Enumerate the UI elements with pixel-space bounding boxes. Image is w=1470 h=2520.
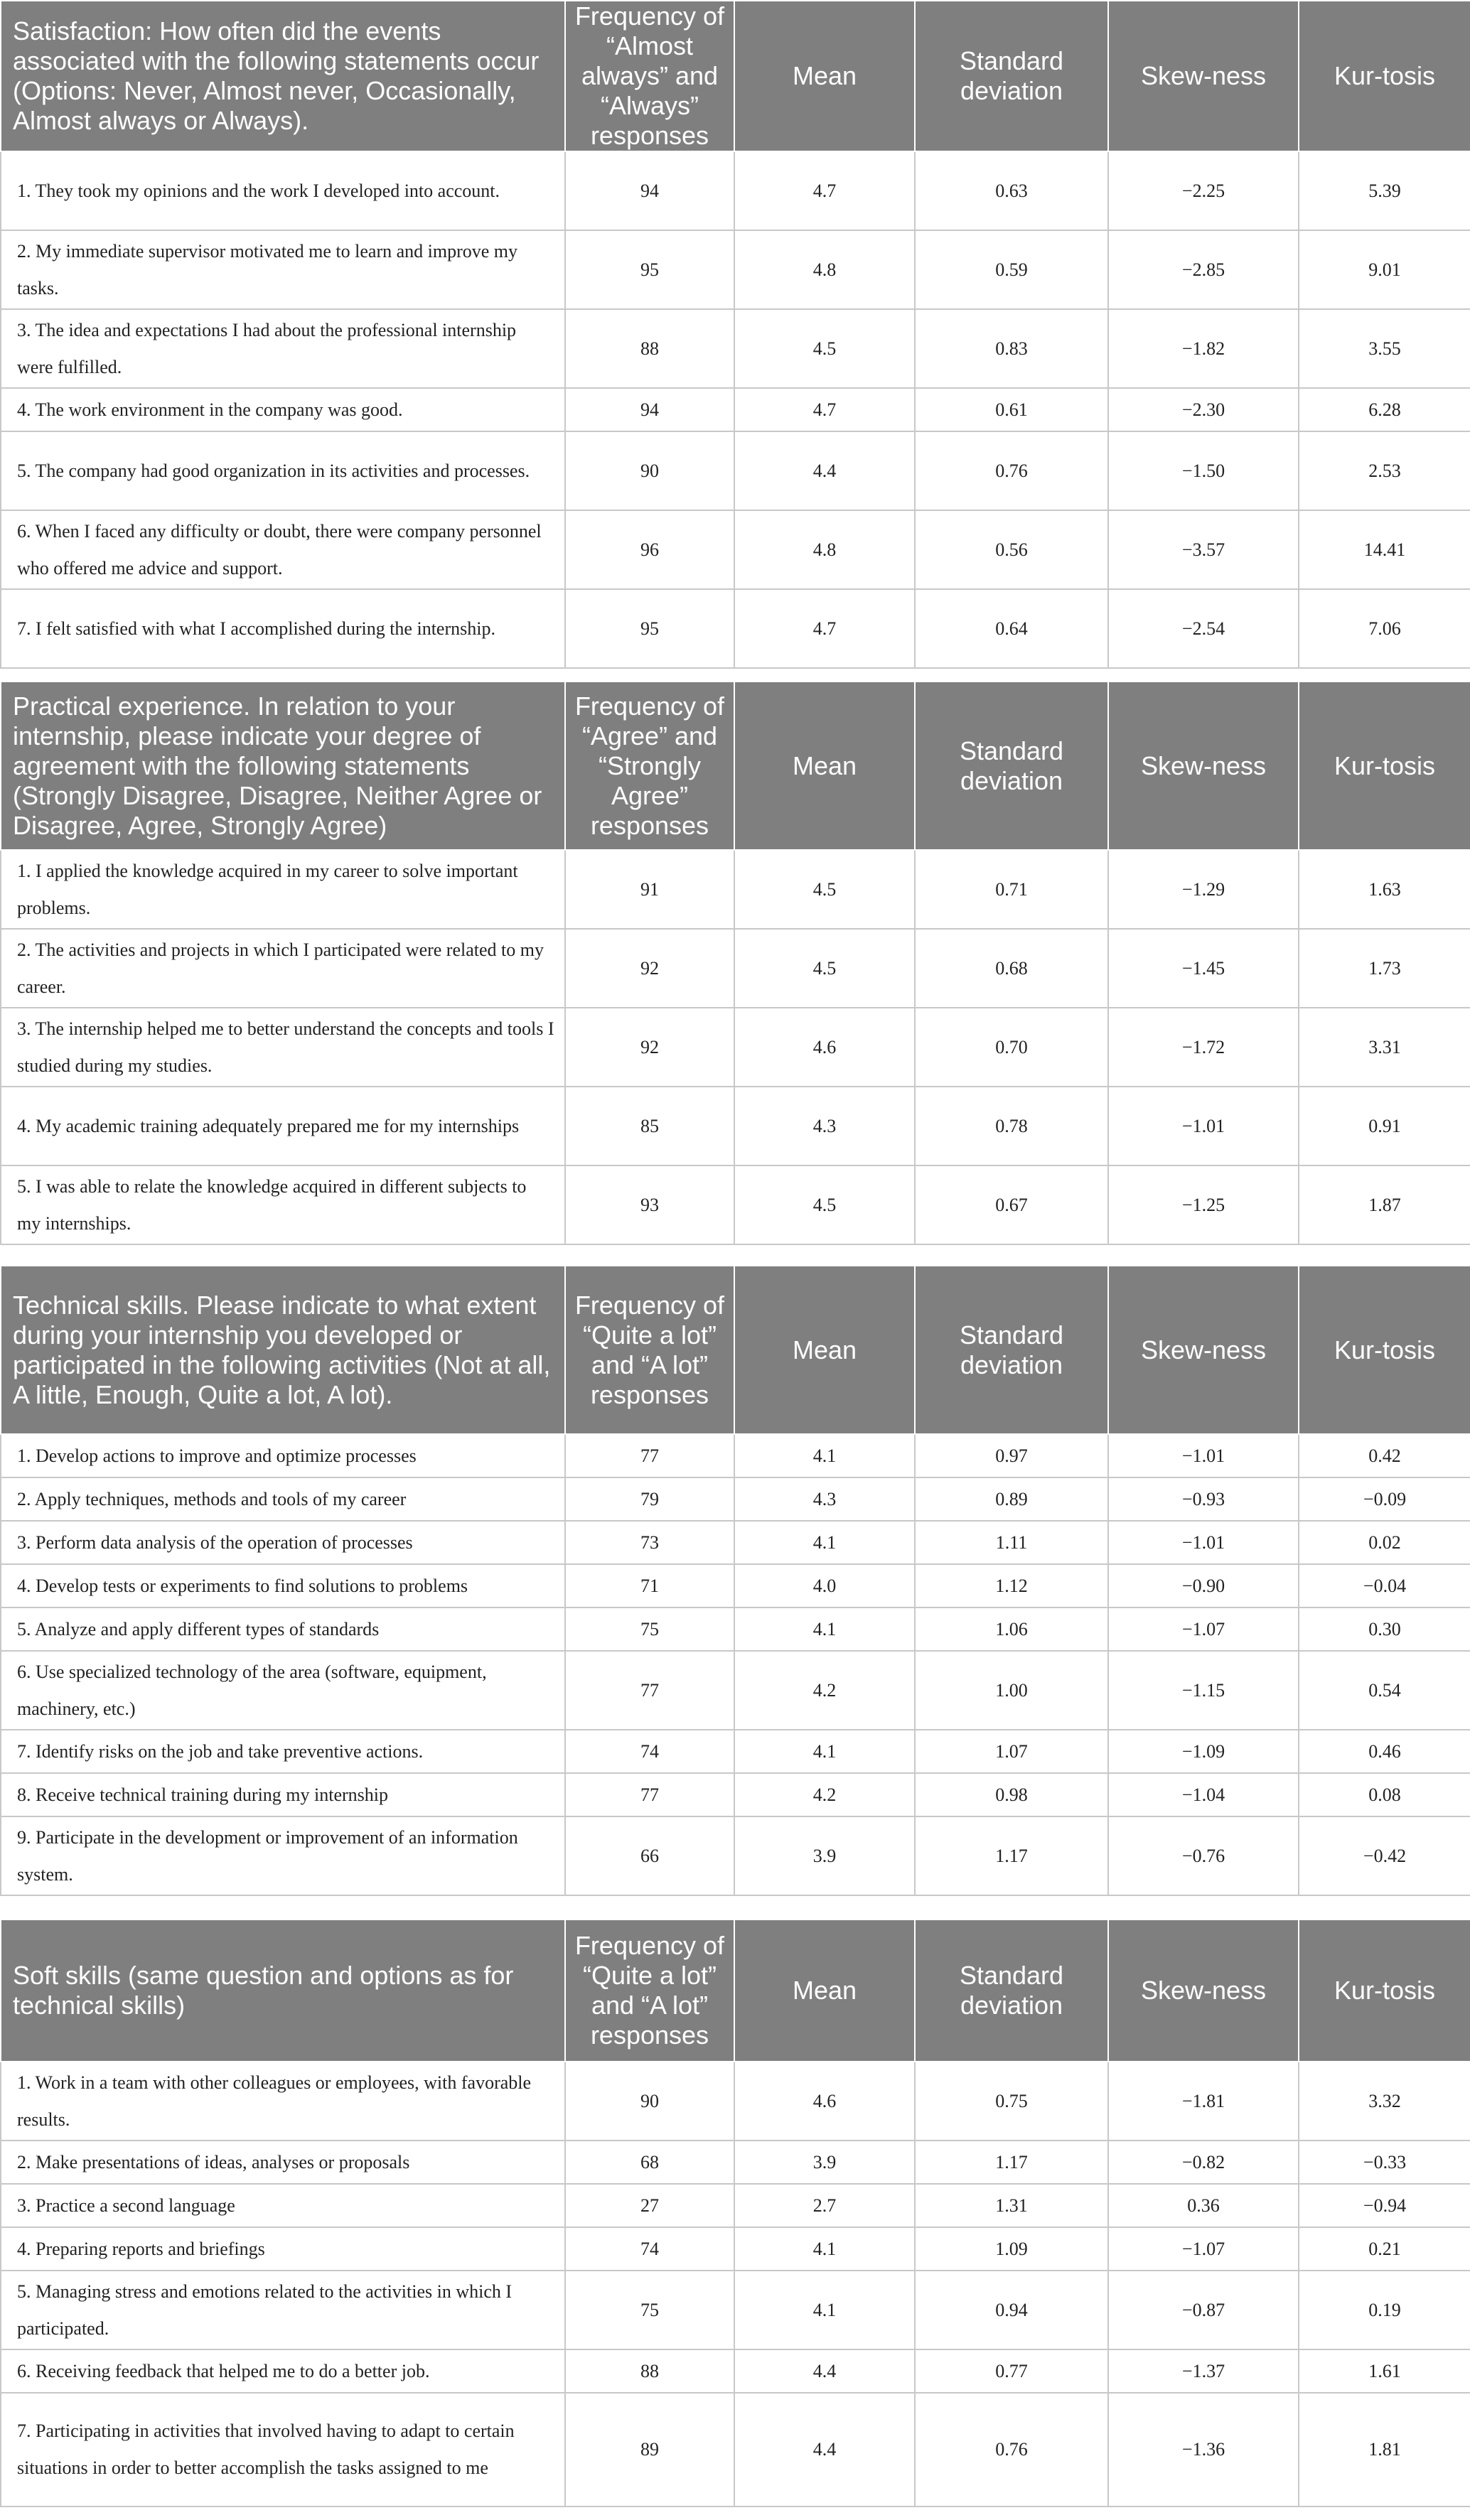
skewness-cell: −2.30 (1108, 388, 1299, 431)
frequency-cell: 73 (565, 1521, 734, 1564)
question-cell: 3. Perform data analysis of the operation of processes (1, 1521, 565, 1564)
kurtosis-cell: −0.94 (1299, 2184, 1470, 2227)
soft-skills-table (0, 1919, 1470, 2507)
frequency-cell: 90 (565, 2062, 734, 2141)
header-kurtosis: Kur-tosis (1299, 682, 1470, 850)
frequency-cell: 94 (565, 151, 734, 230)
table-row (1, 1477, 1470, 1521)
kurtosis-cell: 3.31 (1299, 1008, 1470, 1087)
frequency-cell: 75 (565, 2271, 734, 2349)
section-soft-skills (0, 1919, 1470, 2507)
skewness-cell: −1.07 (1108, 1608, 1299, 1651)
kurtosis-cell: 0.02 (1299, 1521, 1470, 1564)
kurtosis-cell: 0.91 (1299, 1087, 1470, 1165)
section-title: Practical experience. In relation to your internship, please indicate your degree of agreement with the following statements (Strongly Disagree, Disagree, Neither Agree or Disagree, Agree, Strongly Agree) (1, 682, 565, 850)
table-row (1, 2393, 1470, 2506)
skewness-cell: −0.87 (1108, 2271, 1299, 2349)
kurtosis-cell: 0.21 (1299, 2227, 1470, 2271)
kurtosis-cell: 3.55 (1299, 309, 1470, 388)
skewness-cell: −1.09 (1108, 1730, 1299, 1773)
kurtosis-cell: 0.42 (1299, 1434, 1470, 1477)
section-title: Satisfaction: How often did the events associated with the following statements occur (Options: Never, Almost never, Occasionally, Almost always or Always). (1, 1, 565, 151)
header-mean: Mean (734, 1266, 915, 1434)
question-cell: 1. Develop actions to improve and optimize processes (1, 1434, 565, 1477)
sd-cell: 0.59 (915, 230, 1108, 309)
frequency-cell: 77 (565, 1434, 734, 1477)
kurtosis-cell: 1.81 (1299, 2393, 1470, 2506)
sd-cell: 0.77 (915, 2349, 1108, 2393)
header-frequency: Frequency of “Quite a lot” and “A lot” responses (565, 1266, 734, 1434)
kurtosis-cell: 14.41 (1299, 510, 1470, 589)
mean-cell: 4.1 (734, 1434, 915, 1477)
skewness-cell: −2.25 (1108, 151, 1299, 230)
mean-cell: 3.9 (734, 2141, 915, 2184)
skewness-cell: 0.36 (1108, 2184, 1299, 2227)
header-sd: Standard deviation (915, 1266, 1108, 1434)
skewness-cell: −3.57 (1108, 510, 1299, 589)
kurtosis-cell: 5.39 (1299, 151, 1470, 230)
header-frequency: Frequency of “Agree” and “Strongly Agree” responses (565, 682, 734, 850)
skewness-cell: −1.25 (1108, 1165, 1299, 1244)
skewness-cell: −0.76 (1108, 1816, 1299, 1895)
header-sd: Standard deviation (915, 682, 1108, 850)
frequency-cell: 96 (565, 510, 734, 589)
table-row (1, 1165, 1470, 1244)
technical-skills-table (0, 1265, 1470, 1896)
sd-cell: 0.98 (915, 1773, 1108, 1816)
mean-cell: 4.5 (734, 309, 915, 388)
question-cell: 6. Receiving feedback that helped me to do a better job. (1, 2349, 565, 2393)
mean-cell: 4.1 (734, 1608, 915, 1651)
sd-cell: 1.00 (915, 1651, 1108, 1730)
sd-cell: 1.11 (915, 1521, 1108, 1564)
mean-cell: 4.3 (734, 1087, 915, 1165)
skewness-cell: −1.50 (1108, 431, 1299, 510)
mean-cell: 4.1 (734, 2227, 915, 2271)
mean-cell: 4.8 (734, 510, 915, 589)
kurtosis-cell: 0.19 (1299, 2271, 1470, 2349)
sd-cell: 0.64 (915, 589, 1108, 668)
kurtosis-cell: −0.04 (1299, 1564, 1470, 1608)
skewness-cell: −0.90 (1108, 1564, 1299, 1608)
table-row (1, 2184, 1470, 2227)
mean-cell: 4.4 (734, 431, 915, 510)
kurtosis-cell: −0.33 (1299, 2141, 1470, 2184)
question-cell: 5. Analyze and apply different types of standards (1, 1608, 565, 1651)
frequency-cell: 92 (565, 929, 734, 1008)
table-row (1, 1434, 1470, 1477)
sd-cell: 0.61 (915, 388, 1108, 431)
sd-cell: 1.17 (915, 1816, 1108, 1895)
sd-cell: 0.71 (915, 850, 1108, 929)
question-cell: 1. They took my opinions and the work I developed into account. (1, 151, 565, 230)
skewness-cell: −1.01 (1108, 1434, 1299, 1477)
frequency-cell: 68 (565, 2141, 734, 2184)
sd-cell: 0.68 (915, 929, 1108, 1008)
table-row (1, 850, 1470, 929)
question-cell: 4. Preparing reports and briefings (1, 2227, 565, 2271)
section-technical-skills (0, 1265, 1470, 1896)
sd-cell: 1.07 (915, 1730, 1108, 1773)
mean-cell: 4.7 (734, 388, 915, 431)
header-sd: Standard deviation (915, 1919, 1108, 2062)
sd-cell: 0.56 (915, 510, 1108, 589)
kurtosis-cell: 9.01 (1299, 230, 1470, 309)
table-row (1, 1087, 1470, 1165)
question-cell: 1. Work in a team with other colleagues or employees, with favorable results. (1, 2062, 565, 2141)
table-row (1, 589, 1470, 668)
header-skewness: Skew-ness (1108, 682, 1299, 850)
kurtosis-cell: 1.61 (1299, 2349, 1470, 2393)
frequency-cell: 77 (565, 1651, 734, 1730)
question-cell: 4. The work environment in the company was good. (1, 388, 565, 431)
kurtosis-cell: 0.54 (1299, 1651, 1470, 1730)
kurtosis-cell: 1.87 (1299, 1165, 1470, 1244)
kurtosis-cell: 1.73 (1299, 929, 1470, 1008)
question-cell: 3. The internship helped me to better understand the concepts and tools I studied during my studies. (1, 1008, 565, 1087)
frequency-cell: 92 (565, 1008, 734, 1087)
mean-cell: 4.1 (734, 2271, 915, 2349)
table-row (1, 2141, 1470, 2184)
kurtosis-cell: 1.63 (1299, 850, 1470, 929)
header-skewness: Skew-ness (1108, 1919, 1299, 2062)
frequency-cell: 75 (565, 1608, 734, 1651)
question-cell: 3. The idea and expectations I had about the professional internship were fulfilled. (1, 309, 565, 388)
question-cell: 5. I was able to relate the knowledge acquired in different subjects to my internships. (1, 1165, 565, 1244)
mean-cell: 4.1 (734, 1730, 915, 1773)
question-cell: 2. Make presentations of ideas, analyses or proposals (1, 2141, 565, 2184)
mean-cell: 4.0 (734, 1564, 915, 1608)
header-mean: Mean (734, 1919, 915, 2062)
skewness-cell: −1.37 (1108, 2349, 1299, 2393)
question-cell: 7. Identify risks on the job and take preventive actions. (1, 1730, 565, 1773)
frequency-cell: 66 (565, 1816, 734, 1895)
mean-cell: 4.2 (734, 1773, 915, 1816)
mean-cell: 4.5 (734, 1165, 915, 1244)
mean-cell: 4.8 (734, 230, 915, 309)
mean-cell: 4.5 (734, 850, 915, 929)
section-title: Technical skills. Please indicate to what extent during your internship you developed or participated in the following activities (Not at all, A little, Enough, Quite a lot, A lot). (1, 1266, 565, 1434)
table-row (1, 1816, 1470, 1895)
header-mean: Mean (734, 1, 915, 151)
question-cell: 9. Participate in the development or improvement of an information system. (1, 1816, 565, 1895)
mean-cell: 4.2 (734, 1651, 915, 1730)
skewness-cell: −1.81 (1108, 2062, 1299, 2141)
table-row (1, 1730, 1470, 1773)
frequency-cell: 79 (565, 1477, 734, 1521)
table-row (1, 151, 1470, 230)
section-practical-experience (0, 681, 1470, 1245)
frequency-cell: 88 (565, 2349, 734, 2393)
header-kurtosis: Kur-tosis (1299, 1919, 1470, 2062)
sd-cell: 0.70 (915, 1008, 1108, 1087)
mean-cell: 4.6 (734, 2062, 915, 2141)
sd-cell: 0.83 (915, 309, 1108, 388)
sd-cell: 1.12 (915, 1564, 1108, 1608)
question-cell: 4. My academic training adequately prepared me for my internships (1, 1087, 565, 1165)
skewness-cell: −1.72 (1108, 1008, 1299, 1087)
question-cell: 6. Use specialized technology of the area (software, equipment, machinery, etc.) (1, 1651, 565, 1730)
frequency-cell: 88 (565, 309, 734, 388)
frequency-cell: 94 (565, 388, 734, 431)
skewness-cell: −2.85 (1108, 230, 1299, 309)
kurtosis-cell: 6.28 (1299, 388, 1470, 431)
sd-cell: 0.63 (915, 151, 1108, 230)
question-cell: 8. Receive technical training during my internship (1, 1773, 565, 1816)
skewness-cell: −0.82 (1108, 2141, 1299, 2184)
table-row (1, 510, 1470, 589)
sd-cell: 1.09 (915, 2227, 1108, 2271)
table-row (1, 1564, 1470, 1608)
question-cell: 2. The activities and projects in which I participated were related to my career. (1, 929, 565, 1008)
frequency-cell: 71 (565, 1564, 734, 1608)
mean-cell: 3.9 (734, 1816, 915, 1895)
frequency-cell: 85 (565, 1087, 734, 1165)
table-row (1, 2349, 1470, 2393)
question-cell: 3. Practice a second language (1, 2184, 565, 2227)
table-row (1, 1521, 1470, 1564)
mean-cell: 4.7 (734, 589, 915, 668)
sd-cell: 1.06 (915, 1608, 1108, 1651)
sd-cell: 1.31 (915, 2184, 1108, 2227)
sd-cell: 1.17 (915, 2141, 1108, 2184)
section-title: Soft skills (same question and options as for technical skills) (1, 1919, 565, 2062)
frequency-cell: 77 (565, 1773, 734, 1816)
sd-cell: 0.76 (915, 431, 1108, 510)
frequency-cell: 27 (565, 2184, 734, 2227)
frequency-cell: 90 (565, 431, 734, 510)
mean-cell: 4.3 (734, 1477, 915, 1521)
mean-cell: 4.4 (734, 2349, 915, 2393)
mean-cell: 2.7 (734, 2184, 915, 2227)
sd-cell: 0.76 (915, 2393, 1108, 2506)
mean-cell: 4.1 (734, 1521, 915, 1564)
frequency-cell: 74 (565, 1730, 734, 1773)
table-row (1, 1008, 1470, 1087)
skewness-cell: −2.54 (1108, 589, 1299, 668)
kurtosis-cell: 0.08 (1299, 1773, 1470, 1816)
question-cell: 1. I applied the knowledge acquired in my career to solve important problems. (1, 850, 565, 929)
table-row (1, 1651, 1470, 1730)
header-frequency: Frequency of “Quite a lot” and “A lot” responses (565, 1919, 734, 2062)
mean-cell: 4.6 (734, 1008, 915, 1087)
table-row (1, 388, 1470, 431)
sd-cell: 0.75 (915, 2062, 1108, 2141)
section-satisfaction (0, 0, 1470, 669)
question-cell: 7. Participating in activities that involved having to adapt to certain situations in order to better accomplish the tasks assigned to me (1, 2393, 565, 2506)
frequency-cell: 95 (565, 230, 734, 309)
kurtosis-cell: −0.09 (1299, 1477, 1470, 1521)
kurtosis-cell: 0.30 (1299, 1608, 1470, 1651)
question-cell: 7. I felt satisfied with what I accomplished during the internship. (1, 589, 565, 668)
mean-cell: 4.7 (734, 151, 915, 230)
question-cell: 5. Managing stress and emotions related to the activities in which I participated. (1, 2271, 565, 2349)
frequency-cell: 93 (565, 1165, 734, 1244)
table-row (1, 230, 1470, 309)
mean-cell: 4.4 (734, 2393, 915, 2506)
question-cell: 2. Apply techniques, methods and tools of my career (1, 1477, 565, 1521)
kurtosis-cell: 3.32 (1299, 2062, 1470, 2141)
table-row (1, 309, 1470, 388)
frequency-cell: 91 (565, 850, 734, 929)
question-cell: 5. The company had good organization in its activities and processes. (1, 431, 565, 510)
kurtosis-cell: 0.46 (1299, 1730, 1470, 1773)
header-sd: Standard deviation (915, 1, 1108, 151)
skewness-cell: −0.93 (1108, 1477, 1299, 1521)
table-row (1, 929, 1470, 1008)
skewness-cell: −1.45 (1108, 929, 1299, 1008)
table-row (1, 2271, 1470, 2349)
frequency-cell: 89 (565, 2393, 734, 2506)
kurtosis-cell: 2.53 (1299, 431, 1470, 510)
skewness-cell: −1.82 (1108, 309, 1299, 388)
sd-cell: 0.94 (915, 2271, 1108, 2349)
question-cell: 6. When I faced any difficulty or doubt, there were company personnel who offered me advice and support. (1, 510, 565, 589)
skewness-cell: −1.01 (1108, 1087, 1299, 1165)
table-row (1, 2062, 1470, 2141)
sd-cell: 0.78 (915, 1087, 1108, 1165)
kurtosis-cell: 7.06 (1299, 589, 1470, 668)
satisfaction-table (0, 0, 1470, 669)
header-frequency: Frequency of “Almost always” and “Always” responses (565, 1, 734, 151)
sd-cell: 0.97 (915, 1434, 1108, 1477)
frequency-cell: 74 (565, 2227, 734, 2271)
kurtosis-cell: −0.42 (1299, 1816, 1470, 1895)
table-row (1, 1608, 1470, 1651)
skewness-cell: −1.36 (1108, 2393, 1299, 2506)
practical-experience-table (0, 681, 1470, 1245)
header-skewness: Skew-ness (1108, 1266, 1299, 1434)
table-row (1, 431, 1470, 510)
question-cell: 2. My immediate supervisor motivated me to learn and improve my tasks. (1, 230, 565, 309)
header-kurtosis: Kur-tosis (1299, 1, 1470, 151)
skewness-cell: −1.15 (1108, 1651, 1299, 1730)
header-mean: Mean (734, 682, 915, 850)
sd-cell: 0.89 (915, 1477, 1108, 1521)
header-kurtosis: Kur-tosis (1299, 1266, 1470, 1434)
skewness-cell: −1.04 (1108, 1773, 1299, 1816)
sd-cell: 0.67 (915, 1165, 1108, 1244)
question-cell: 4. Develop tests or experiments to find solutions to problems (1, 1564, 565, 1608)
skewness-cell: −1.29 (1108, 850, 1299, 929)
skewness-cell: −1.01 (1108, 1521, 1299, 1564)
skewness-cell: −1.07 (1108, 2227, 1299, 2271)
table-row (1, 2227, 1470, 2271)
mean-cell: 4.5 (734, 929, 915, 1008)
table-row (1, 1773, 1470, 1816)
frequency-cell: 95 (565, 589, 734, 668)
header-skewness: Skew-ness (1108, 1, 1299, 151)
